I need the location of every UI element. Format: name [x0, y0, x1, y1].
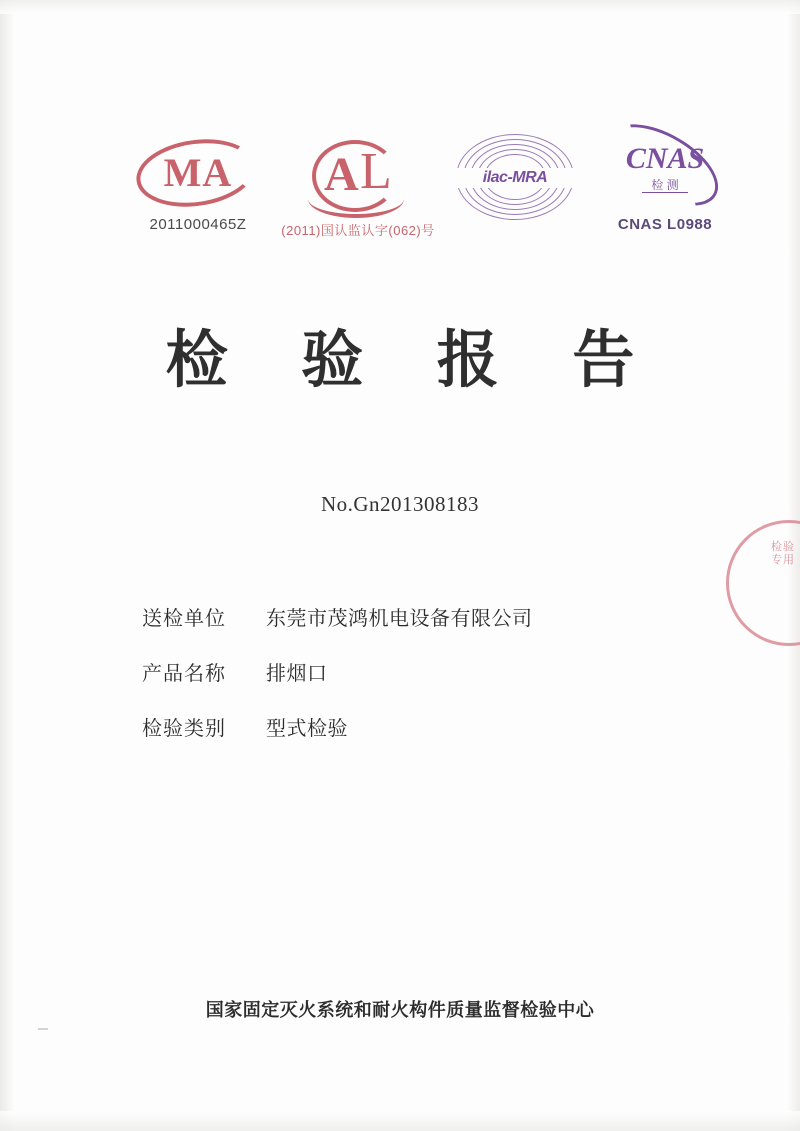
- cal-logo-caption: (2011)国认监认字(062)号: [281, 223, 435, 238]
- cnas-logo-caption: CNAS L0988: [617, 216, 713, 233]
- cal-letter-l: L: [360, 143, 392, 200]
- ilac-mra-logo: [450, 134, 580, 220]
- field-row: [142, 712, 682, 741]
- cal-swoosh-shape: [308, 180, 404, 218]
- field-label-product-name: 产品名称: [142, 661, 226, 685]
- page-title: 检 验 报 告: [165, 323, 661, 396]
- ma-logo-caption: 2011000465Z: [149, 216, 247, 233]
- field-row: [142, 602, 682, 631]
- scan-edge-top: [0, 0, 800, 14]
- cnas-sub-text: 检 测: [651, 178, 679, 192]
- field-label-inspection-type: 检验类别: [142, 716, 226, 740]
- cal-logo: [278, 138, 438, 239]
- field-row: [142, 657, 682, 686]
- field-value-submitting-unit: 东莞市茂鸿机电设备有限公司: [266, 606, 533, 630]
- field-value-inspection-type: 型式检验: [266, 716, 348, 740]
- certification-logo-row: [120, 138, 713, 266]
- ilac-mark-text: ilac-MRA: [482, 169, 548, 186]
- footer-organization: 国家固定灭火系统和耐火构件质量监督检验中心: [205, 1000, 595, 1021]
- cnas-mark-text: CNAS: [625, 142, 705, 175]
- red-stamp-icon: [726, 520, 800, 646]
- cal-mark-icon: [298, 138, 418, 216]
- cnas-logo: [580, 132, 750, 233]
- report-fields: [142, 602, 682, 767]
- cnas-mark-icon: [590, 132, 740, 212]
- field-value-product-name: 排烟口: [266, 661, 328, 685]
- cnas-underline: [642, 192, 688, 193]
- ilac-mark-icon: [456, 134, 574, 220]
- ma-mark-text: MA: [163, 150, 233, 195]
- scan-edge-left: [0, 0, 16, 1131]
- field-label-submitting-unit: 送检单位: [142, 606, 226, 630]
- cal-letter-a: A: [324, 148, 359, 201]
- report-number: No.Gn201308183: [320, 492, 480, 516]
- ma-logo: [128, 138, 268, 233]
- ma-mark-icon: [134, 138, 262, 212]
- scan-speck: [38, 1028, 48, 1030]
- scan-edge-bottom: [0, 1111, 800, 1131]
- red-stamp-text: 检验专用: [771, 540, 795, 566]
